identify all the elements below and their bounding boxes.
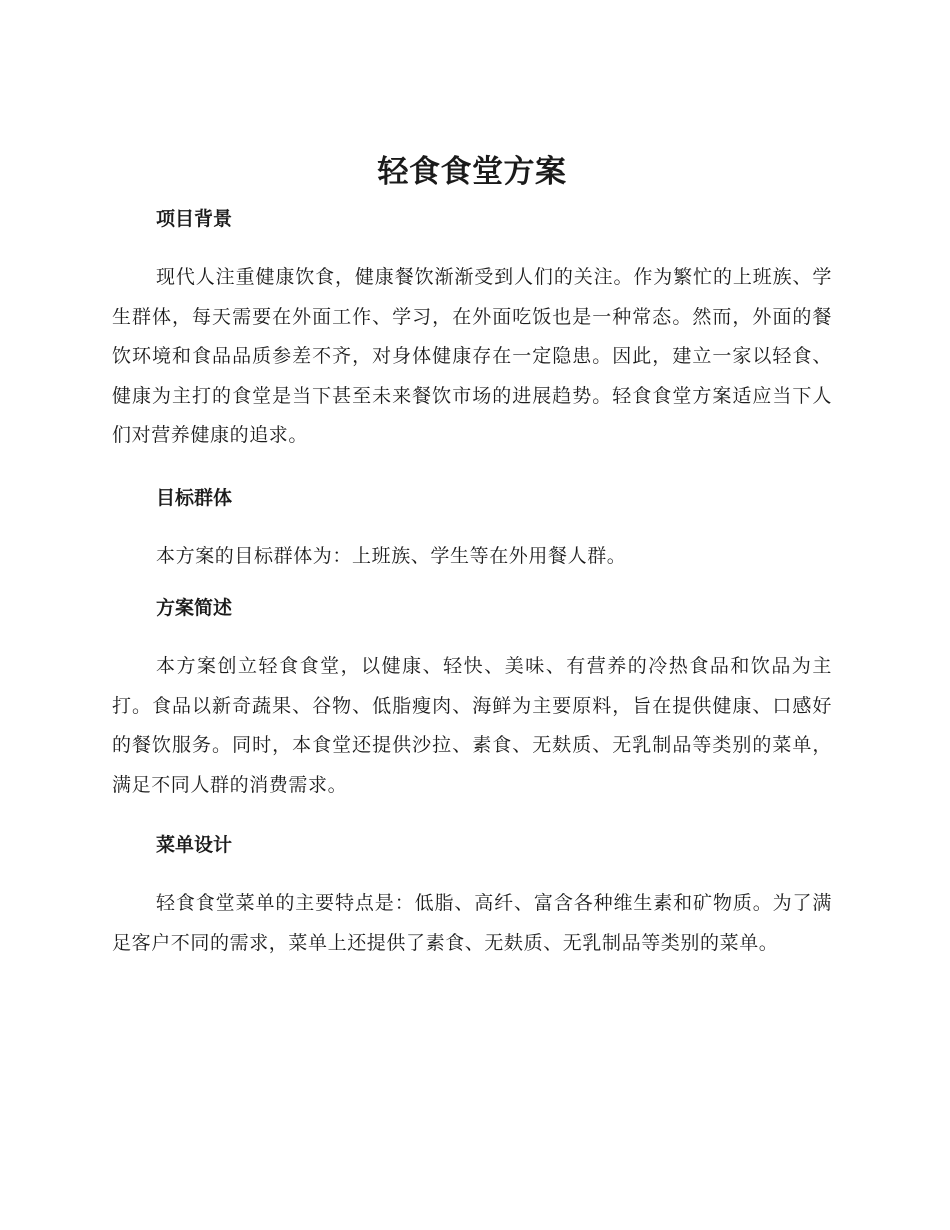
section-menu-design — [112, 831, 832, 963]
section-heading: 菜单设计 — [156, 834, 233, 856]
section-heading: 目标群体 — [156, 487, 233, 509]
section-heading: 项目背景 — [156, 208, 233, 230]
section-paragraph: 本方案创立轻食食堂，以健康、轻快、美味、有营养的冷热食品和饮品为主打。食品以新奇蔬果、谷物、低脂瘦肉、海鲜为主要原料，旨在提供健康、口感好的餐饮服务。同时，本食堂还提供沙拉、素食、无麸质、无乳制品等类别的菜单，满足不同人群的消费需求。 — [112, 655, 832, 796]
section-plan-overview — [112, 594, 832, 805]
section-paragraph: 轻食食堂菜单的主要特点是：低脂、高纤、富含各种维生素和矿物质。为了满足客户不同的需求，菜单上还提供了素食、无麸质、无乳制品等类别的菜单。 — [112, 892, 832, 954]
section-project-background — [112, 205, 832, 456]
section-target-group — [112, 484, 832, 577]
section-paragraph: 本方案的目标群体为：上班族、学生等在外用餐人群。 — [156, 545, 627, 567]
section-heading: 方案简述 — [156, 597, 233, 619]
section-paragraph: 现代人注重健康饮食，健康餐饮渐渐受到人们的关注。作为繁忙的上班族、学生群体，每天需要在外面工作、学习，在外面吃饭也是一种常态。然而，外面的餐饮环境和食品品质参差不齐，对身体健康存在一定隐患。因此，建立一家以轻食、健康为主打的食堂是当下甚至未来餐饮市场的进展趋势。轻食食堂方案适应当下人们对营养健康的追求。 — [112, 266, 832, 446]
document-title: 轻食食堂方案 — [377, 154, 567, 190]
